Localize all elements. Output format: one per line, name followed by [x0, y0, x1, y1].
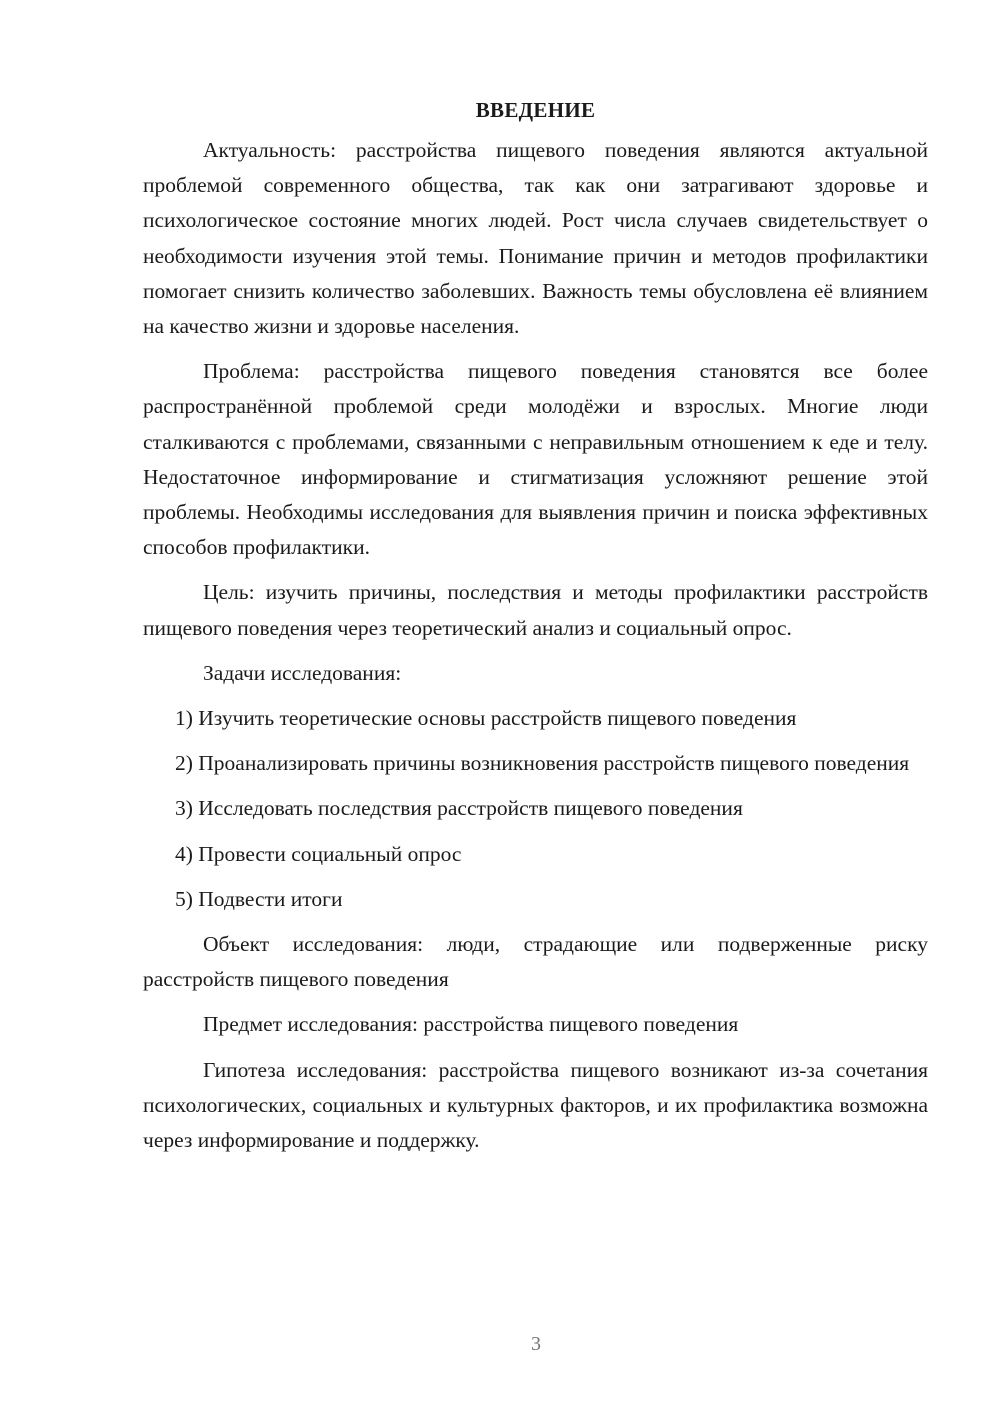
document-page — [143, 95, 928, 1168]
page-number: 3 — [531, 1333, 541, 1355]
task-item: 5) Подвести итоги — [175, 886, 343, 911]
hypothesis-paragraph: Гипотеза исследования: расстройства пищевого возникают из-за сочетания психологических, социальных и культурных факторов, и их профилактика возможна через информирование и поддержку. — [143, 1057, 928, 1153]
problem-paragraph: Проблема: расстройства пищевого поведения становятся все более распространённой проблемой среди молодёжи и взрослых. Многие люди сталкиваются с проблемами, связанными с неправильным отношением к еде и телу. Недостаточное информирование и стигматизация усложняют решение этой проблемы. Необходимы исследования для выявления причин и поиска эффективных способов профилактики. — [143, 359, 928, 560]
subject-paragraph: Предмет исследования: расстройства пищевого поведения — [203, 1012, 739, 1037]
task-item: 1) Изучить теоретические основы расстройств пищевого поведения — [175, 706, 797, 731]
task-item: 4) Провести социальный опрос — [175, 841, 462, 866]
tasks-heading: Задачи исследования: — [203, 660, 402, 685]
page-title: ВВЕДЕНИЕ — [475, 98, 596, 122]
tasks-list — [143, 701, 928, 917]
task-item: 2) Проанализировать причины возникновения расстройств пищевого поведения — [175, 751, 910, 776]
goal-paragraph: Цель: изучить причины, последствия и методы профилактики расстройств пищевого поведения через теоретический анализ и социальный опрос. — [143, 580, 928, 640]
object-paragraph: Объект исследования: люди, страдающие или подверженные риску расстройств пищевого поведения — [143, 932, 928, 992]
task-item: 3) Исследовать последствия расстройств пищевого поведения — [175, 796, 743, 821]
relevance-paragraph: Актуальность: расстройства пищевого поведения являются актуальной проблемой современного общества, так как они затрагивают здоровье и психологическое состояние многих людей. Рост числа случаев свидетельствует о необходимости изучения этой темы. Понимание причин и методов профилактики помогает снизить количество заболевших. Важность темы обусловлена её влиянием на качество жизни и здоровье населения. — [143, 138, 928, 339]
